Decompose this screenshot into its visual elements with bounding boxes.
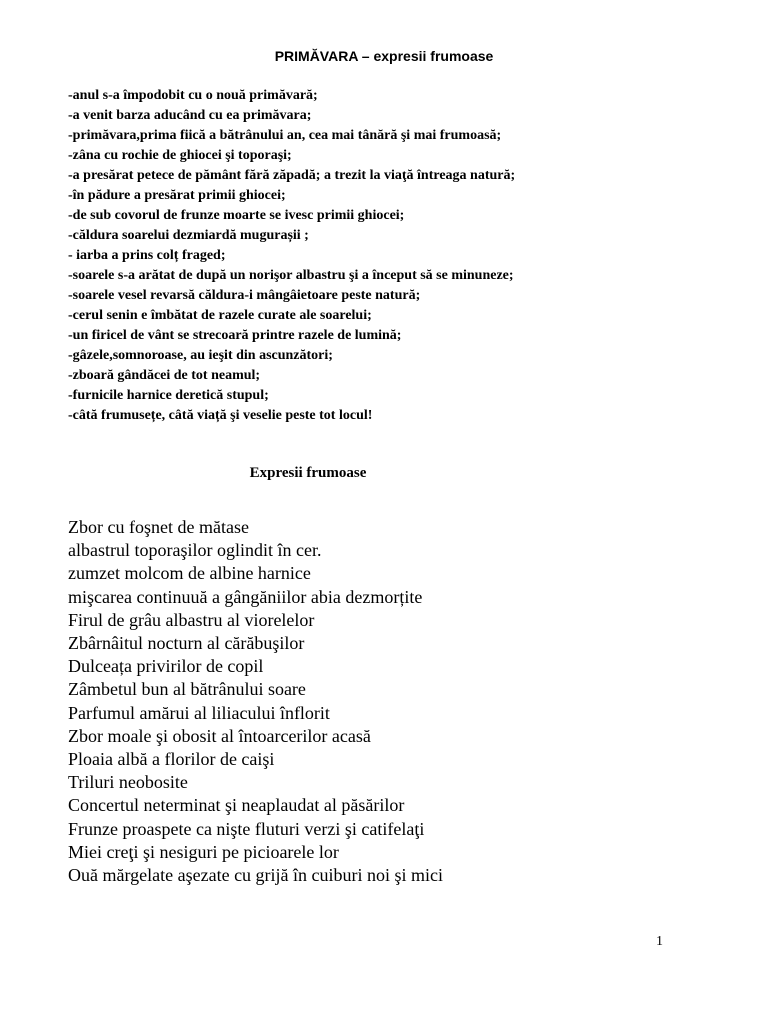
list-item: -primăvara,prima fiică a bătrânului an, cea mai tânără şi mai frumoasă; <box>68 128 502 143</box>
phrase-item: albastrul toporaşilor oglindit în cer. <box>68 540 322 561</box>
list-item: -a venit barza aducând cu ea primăvara; <box>68 108 312 123</box>
page-title: PRIMĂVARA – expresii frumoase <box>274 48 494 64</box>
phrase-item: Zbârnâitul nocturn al cărăbuşilor <box>68 633 305 654</box>
phrase-item: Dulceața privirilor de copil <box>68 656 264 677</box>
list-item: -soarele s-a arătat de după un norişor albastru şi a început să se minuneze; <box>68 268 514 283</box>
list-item: -în pădure a presărat primii ghiocei; <box>68 188 286 203</box>
phrase-item: Triluri neobosite <box>68 772 188 793</box>
list-item: -a presărat petece de pământ fără zăpadă; a trezit la viaţă întreaga natură; <box>68 168 516 183</box>
list-item: -căldura soarelui dezmiardă mugurașii ; <box>68 228 309 243</box>
list-item: -un firicel de vânt se strecoară printre razele de lumină; <box>68 328 402 343</box>
list-item: -cerul senin e îmbătat de razele curate ale soarelui; <box>68 308 372 323</box>
phrase-item: Miei creţi şi nesiguri pe picioarele lor <box>68 841 339 862</box>
phrase-item: zumzet molcom de albine harnice <box>68 563 311 584</box>
expressions-list <box>68 86 515 426</box>
list-item: -zâna cu rochie de ghiocei şi toporaşi; <box>68 148 292 163</box>
list-item: -câtă frumusețe, câtă viață şi veselie peste tot locul! <box>68 408 373 423</box>
page-number: 1 <box>656 934 663 949</box>
list-item: -furnicile harnice deretică stupul; <box>68 388 269 403</box>
phrase-item: Zbor cu foşnet de mătase <box>68 517 249 537</box>
list-item: -zboară gândăcei de tot neamul; <box>68 368 261 383</box>
list-item: -gâzele,somnoroase, au ieşit din ascunzători; <box>68 348 333 363</box>
phrase-item: Concertul neterminat şi neaplaudat al păsărilor <box>68 795 405 816</box>
list-item: -de sub covorul de frunze moarte se ivesc primii ghiocei; <box>68 208 405 223</box>
phrases-list <box>68 516 443 887</box>
phrase-item: Parfumul amărui al liliacului înflorit <box>68 702 330 723</box>
phrase-item: Frunze proaspete ca nişte fluturi verzi şi catifelaţi <box>68 818 425 839</box>
list-item: -anul s-a împodobit cu o nouă primăvară; <box>68 88 318 103</box>
phrase-item: Firul de grâu albastru al viorelelor <box>68 609 315 630</box>
list-item: - iarba a prins colț fraged; <box>68 248 226 263</box>
phrase-item: Zbor moale şi obosit al întoarcerilor acasă <box>68 725 371 746</box>
phrase-item: Ouă mărgelate aşezate cu grijă în cuiburi noi şi mici <box>68 865 444 886</box>
phrase-item: mişcarea continuuă a gângăniilor abia dezmorțite <box>68 586 423 607</box>
phrase-item: Ploaia albă a florilor de caişi <box>68 749 275 770</box>
phrase-item: Zâmbetul bun al bătrânului soare <box>68 679 306 700</box>
list-item: -soarele vesel revarsă căldura-i mângâietoare peste natură; <box>68 288 421 303</box>
section-subtitle: Expresii frumoase <box>249 465 367 481</box>
